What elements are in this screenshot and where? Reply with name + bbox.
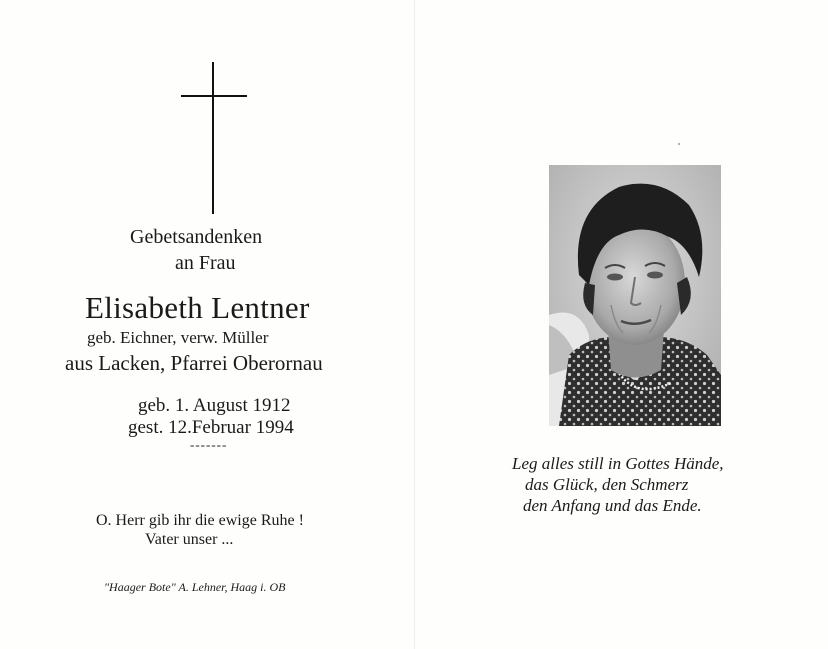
prayer-line-2: Vater unser ...: [145, 531, 234, 548]
poem-line-1: Leg alles still in Gottes Hände,: [512, 454, 724, 473]
deceased-name: Elisabeth Lentner: [85, 290, 310, 325]
origin-line: aus Lacken, Pfarrei Oberornau: [65, 351, 323, 375]
poem-line-2: das Glück, den Schmerz: [525, 475, 689, 494]
cross-icon: [181, 62, 247, 214]
birth-date: geb. 1. August 1912: [138, 395, 291, 416]
portrait-photo: [549, 165, 721, 426]
maiden-name: geb. Eichner, verw. Müller: [87, 328, 269, 347]
card-fold: [414, 0, 415, 649]
intro-line: Gebetsandenken: [130, 226, 263, 248]
death-date: gest. 12.Februar 1994: [128, 417, 294, 438]
cross-horizontal-beam: [181, 95, 247, 97]
paper-speck: [678, 143, 680, 145]
prayer-line: O. Herr gib ihr die ewige Ruhe !: [96, 512, 304, 529]
separator: -------: [190, 437, 228, 452]
printer-credit: "Haager Bote" A. Lehner, Haag i. OB: [104, 580, 286, 594]
poem-line-3: den Anfang und das Ende.: [523, 496, 702, 515]
cross-vertical-beam: [212, 62, 214, 214]
intro-line-2: an Frau: [175, 252, 236, 274]
